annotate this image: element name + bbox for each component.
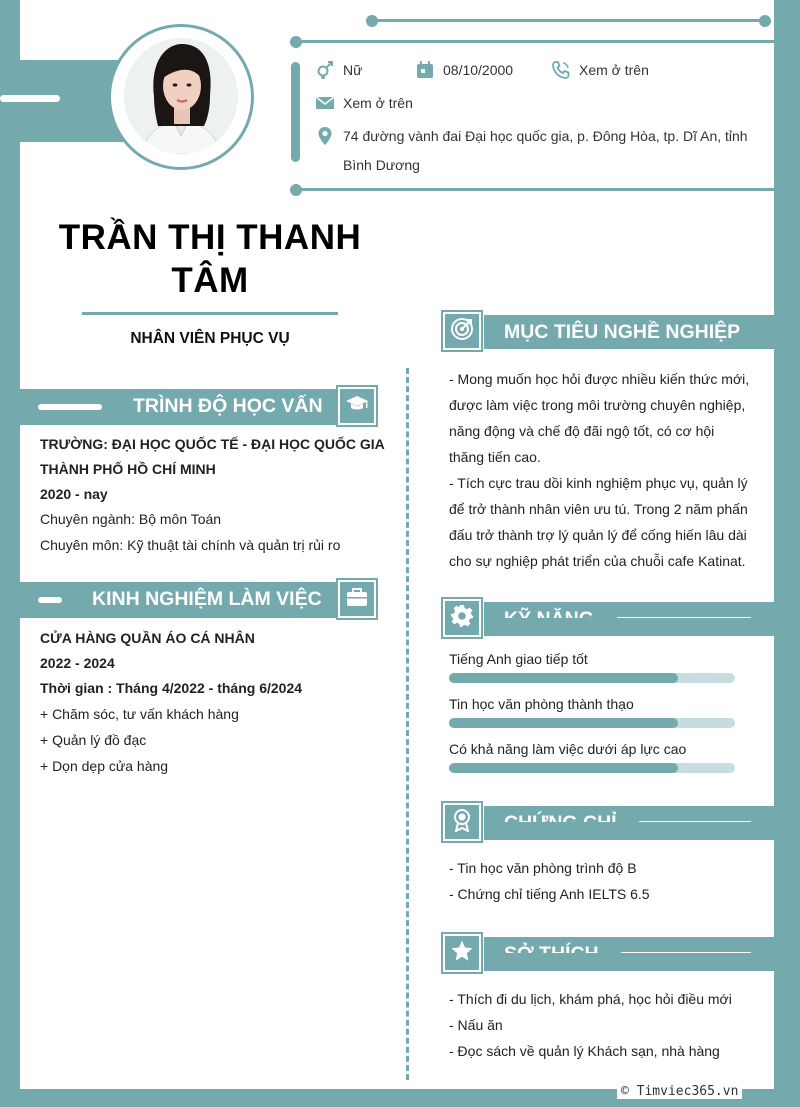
phone-icon	[551, 60, 571, 80]
address-line-2-row	[343, 157, 420, 173]
address-line-1: 74 đường vành đai Đại học quốc gia, p. Đông Hòa, tp. Dĩ An, tỉnh	[343, 128, 748, 144]
contact-vertical-bar	[291, 62, 300, 162]
right-border	[774, 0, 800, 1107]
education-header	[20, 389, 338, 425]
education-school-1: TRƯỜNG: ĐẠI HỌC QUỐC TẾ - ĐẠI HỌC QUỐC GIA	[40, 436, 385, 452]
education-school-2: THÀNH PHỐ HỒ CHÍ MINH	[40, 461, 216, 477]
experience-item: + Chăm sóc, tư vấn khách hàng	[40, 706, 239, 722]
skill-bar	[449, 763, 735, 773]
education-period: 2020 - nay	[40, 486, 108, 502]
skill-bar-fill	[449, 673, 678, 683]
education-icon-box	[336, 385, 378, 427]
objective-line: - Mong muốn học hỏi được nhiều kiến thức mới,	[449, 371, 750, 387]
experience-header	[20, 582, 338, 618]
objective-line: để trở thành nhân viên ưu tú. Trong 2 năm phấn	[449, 501, 748, 517]
gender-icon	[315, 60, 335, 80]
header-decor-line	[38, 404, 102, 410]
name-underline	[82, 312, 338, 315]
contact-address	[315, 126, 748, 146]
objective-text	[449, 366, 749, 574]
contact-email	[315, 93, 413, 113]
skill-bar	[449, 718, 735, 728]
address-line-2: Bình Dương	[343, 157, 420, 173]
experience-duration: Thời gian : Tháng 4/2022 - tháng 6/2024	[40, 680, 303, 696]
education-specialty: Chuyên môn: Kỹ thuật tài chính và quản trị rủi ro	[40, 537, 341, 553]
objective-icon-box	[441, 310, 483, 352]
contact-gender	[315, 60, 362, 80]
objective-title: MỤC TIÊU NGHỀ NGHIỆP	[504, 321, 741, 343]
left-border	[0, 0, 20, 1107]
gender-value: Nữ	[343, 62, 363, 78]
education-title: TRÌNH ĐỘ HỌC VẤN	[133, 395, 323, 417]
graduation-cap-icon	[345, 392, 369, 421]
hobby-item: - Đọc sách về quản lý Khách sạn, nhà hàng	[449, 1043, 720, 1059]
top-line-dot	[759, 15, 771, 27]
target-icon	[450, 317, 474, 346]
experience-item: + Dọn dẹp cửa hàng	[40, 758, 169, 774]
contact-birthday	[415, 60, 513, 80]
candidate-name	[30, 216, 390, 302]
experience-icon-box	[336, 578, 378, 620]
job-title: NHÂN VIÊN PHỤC VỤ	[130, 330, 290, 347]
objective-line: được làm việc trong môi trường chuyên nghiệp,	[449, 397, 746, 413]
objective-line: năng động và chế độ đãi ngộ tốt, có cơ hội	[449, 423, 715, 439]
gear-icon	[450, 604, 474, 633]
skill-bar	[449, 673, 735, 683]
calendar-icon	[415, 60, 435, 80]
name-line-1: TRẦN THỊ THANH	[58, 218, 362, 257]
email-value: Xem ở trên	[343, 95, 413, 111]
watermark: © Timviec365.vn	[617, 1084, 742, 1099]
contact-phone	[551, 60, 649, 80]
certificate-item: - Chứng chỉ tiếng Anh IELTS 6.5	[449, 886, 650, 902]
column-divider	[406, 368, 409, 1080]
certificates-icon-box	[441, 801, 483, 843]
name-line-2: TÂM	[171, 261, 249, 300]
skill-label: Tiếng Anh giao tiếp tốt	[449, 651, 588, 667]
objective-line: đấu trở thành trợ lý quản lý để cống hiến lâu dài	[449, 527, 747, 543]
experience-title: KINH NGHIỆM LÀM VIỆC	[92, 588, 322, 610]
hobby-item: - Thích đi du lịch, khám phá, học hỏi điều mới	[449, 991, 732, 1007]
hobbies-icon-box	[441, 932, 483, 974]
certificates-header-band	[484, 822, 774, 840]
experience-company: CỬA HÀNG QUẦN ÁO CÁ NHÂN	[40, 630, 255, 646]
hobbies-header-band	[484, 953, 774, 971]
experience-period: 2022 - 2024	[40, 655, 115, 671]
skills-icon-box	[441, 597, 483, 639]
skill-label: Có khả năng làm việc dưới áp lực cao	[449, 741, 687, 757]
award-ribbon-icon	[450, 808, 474, 837]
objective-line: - Tích cực trau dồi kinh nghiệm phục vụ, quản lý	[449, 475, 748, 491]
hobby-item: - Nấu ăn	[449, 1017, 503, 1033]
contact-top-line	[296, 40, 774, 43]
experience-item: + Quản lý đồ đạc	[40, 732, 147, 748]
skill-label: Tin học văn phòng thành thạo	[449, 696, 634, 712]
birthday-value: 08/10/2000	[443, 62, 514, 78]
objective-line: cho sự nghiệp phát triển của chuỗi cafe Katinat.	[449, 553, 746, 569]
header-decor-line	[38, 597, 62, 603]
objective-header	[484, 315, 774, 349]
skill-bar-fill	[449, 718, 678, 728]
objective-line: thăng tiến cao.	[449, 449, 541, 465]
skill-bar-fill	[449, 763, 678, 773]
star-icon	[450, 939, 474, 968]
education-major: Chuyên ngành: Bộ môn Toán	[40, 511, 222, 527]
briefcase-icon	[345, 585, 369, 614]
location-pin-icon	[315, 126, 335, 146]
skills-header-band	[484, 618, 774, 636]
phone-value: Xem ở trên	[579, 62, 649, 78]
envelope-icon	[315, 93, 335, 113]
certificate-item: - Tin học văn phòng trình độ B	[449, 860, 637, 876]
avatar	[124, 38, 238, 154]
top-line	[372, 19, 762, 22]
contact-bottom-line	[296, 188, 774, 191]
header-decor-line	[0, 95, 60, 102]
